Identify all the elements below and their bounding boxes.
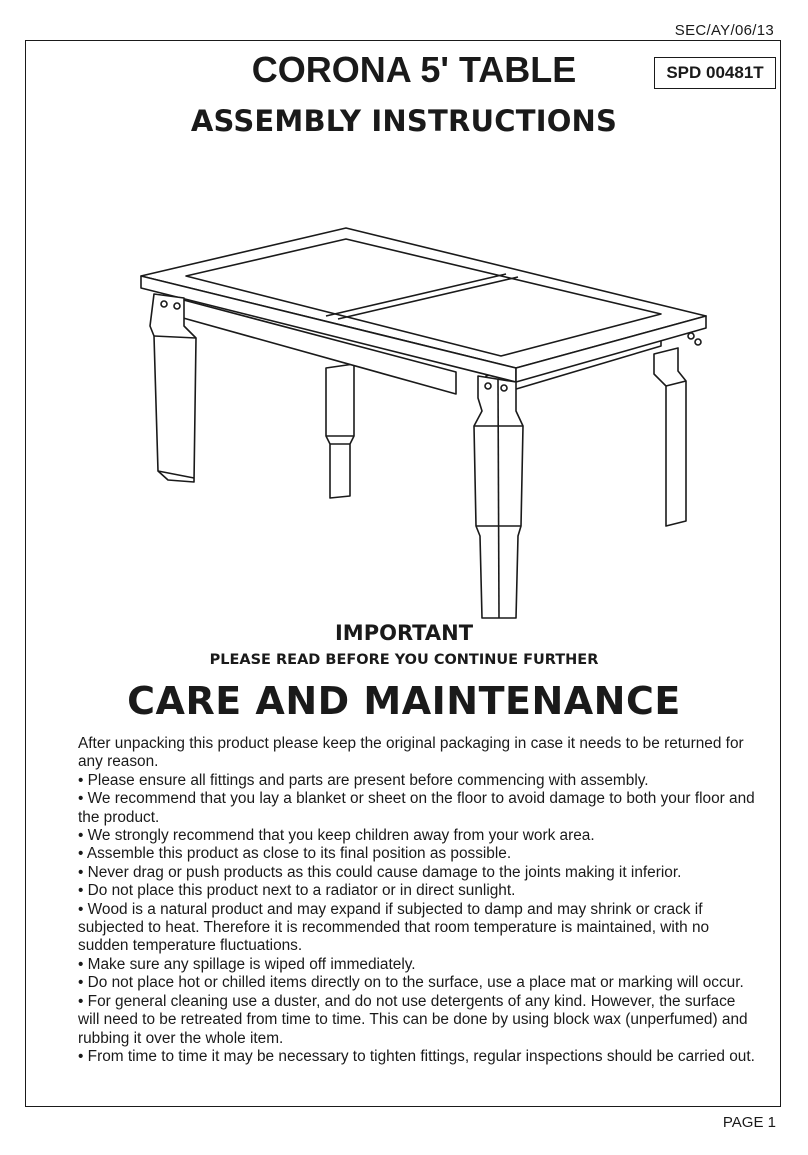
care-item: • Never drag or push products as this could cause damage to the joints making it inferior.	[78, 863, 682, 881]
care-item: • From time to time it may be necessary to tighten fittings, regular inspections should be carried out.	[78, 1047, 755, 1065]
care-maintenance-heading: CARE AND MAINTENANCE	[127, 679, 681, 723]
care-instructions	[78, 735, 758, 1066]
assembly-instructions-heading: ASSEMBLY INSTRUCTIONS	[190, 104, 618, 138]
read-first-notice: PLEASE READ BEFORE YOU CONTINUE FURTHER	[209, 652, 599, 668]
care-item: • Please ensure all fittings and parts are present before commencing with assembly.	[78, 771, 649, 789]
table-illustration	[106, 186, 726, 636]
product-title: CORONA 5' TABLE	[251, 49, 577, 90]
care-item: • Make sure any spillage is wiped off immediately.	[78, 955, 416, 973]
care-item: • Assemble this product as close to its final position as possible.	[78, 845, 512, 863]
care-item: • For general cleaning use a duster, and do not use detergents of any kind. However, the surface will need to be retreated from time to time. This can be done by using block wax (unperfumed) and rubbing it over the whole item.	[78, 992, 748, 1047]
care-item: • We recommend that you lay a blanket or sheet on the floor to avoid damage to both your floor and the product.	[78, 790, 755, 826]
care-item: • Do not place hot or chilled items directly on to the surface, use a place mat or marking will occur.	[78, 974, 744, 992]
care-item: • Wood is a natural product and may expand if subjected to damp and may shrink or crack if subjected to heat. Therefore it is recommended that room temperature is maintained, with no sudden temperature fluctuations.	[78, 900, 710, 955]
product-code-box: SPD 00481T	[654, 57, 776, 89]
document-reference: SEC/AY/06/13	[674, 22, 774, 39]
page-frame	[25, 40, 781, 1107]
page-number: PAGE 1	[722, 1114, 776, 1131]
care-paragraph: After unpacking this product please keep the original packaging in case it needs to be returned for any reason.	[78, 735, 744, 771]
care-item: • Do not place this product next to a radiator or in direct sunlight.	[78, 882, 516, 900]
important-heading: IMPORTANT	[334, 621, 474, 645]
care-item: • We strongly recommend that you keep children away from your work area.	[78, 827, 595, 845]
